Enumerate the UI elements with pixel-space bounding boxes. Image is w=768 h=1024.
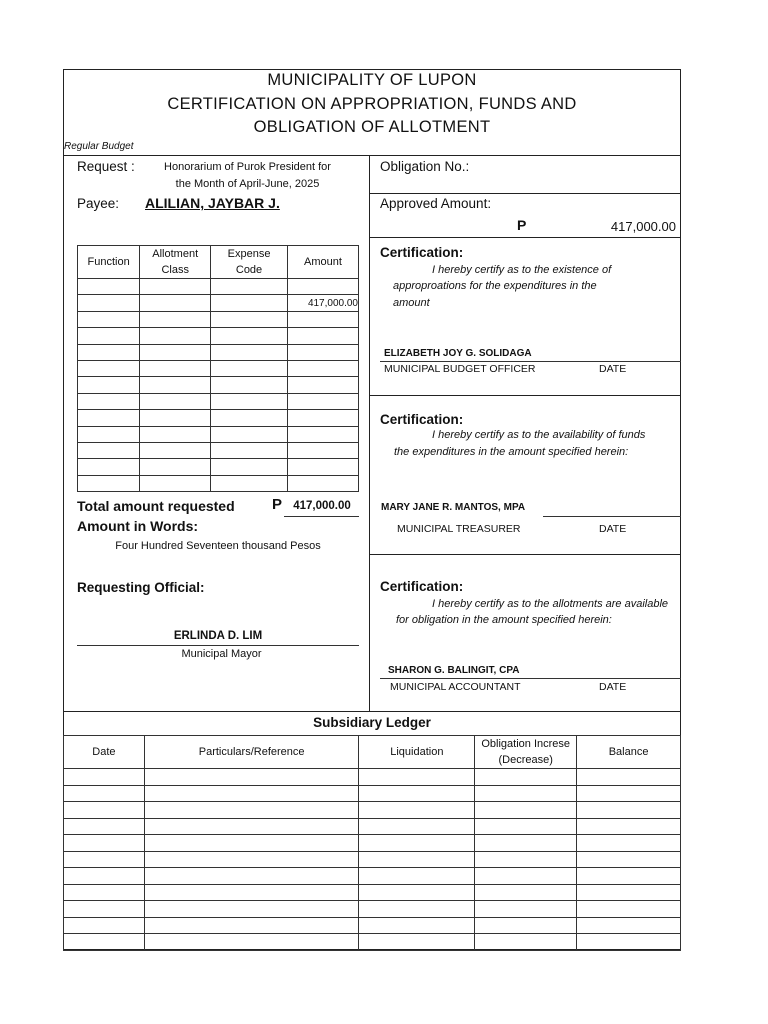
total-currency: P: [272, 496, 283, 513]
ledger-cell: [144, 769, 359, 786]
request-label: Request :: [77, 159, 135, 174]
allotment-cell: [211, 475, 288, 491]
cert3-signature-line: [380, 678, 681, 679]
allotment-cell: [211, 295, 288, 311]
allotment-cell: [211, 311, 288, 327]
allotment-cell: [78, 377, 140, 393]
ledger-cell: [144, 901, 359, 918]
allotment-cell: [287, 344, 358, 360]
ledger-cell: [475, 835, 577, 852]
ledger-top-divider: [63, 711, 681, 712]
ledger-cell: [144, 818, 359, 835]
allotment-cell: [211, 442, 288, 458]
table-row: [78, 279, 359, 295]
ledger-cell: [144, 868, 359, 885]
allotment-cell: [287, 279, 358, 295]
cert1-signatory-name: ELIZABETH JOY G. SOLIDAGA: [384, 348, 532, 359]
ledger-cell: [577, 884, 681, 901]
allotment-header-cell: Function: [78, 246, 140, 279]
cert3-date-label: DATE: [599, 681, 627, 693]
budget-type: Regular Budget: [64, 141, 134, 152]
table-row: [64, 802, 681, 819]
ledger-cell: [577, 917, 681, 934]
allotment-cell: [78, 360, 140, 376]
table-row: [64, 769, 681, 786]
center-divider: [369, 155, 370, 712]
requesting-official-name: ERLINDA D. LIM: [173, 630, 263, 642]
cert1-title: Certification:: [380, 245, 464, 260]
ledger-cell: [577, 802, 681, 819]
allotment-cell: [140, 295, 211, 311]
ledger-cell: [359, 818, 475, 835]
table-row: [78, 410, 359, 426]
requesting-official-label: Requesting Official:: [77, 580, 205, 595]
cert2-date-label: DATE: [599, 523, 627, 535]
allotment-cell: [140, 360, 211, 376]
allotment-cell: [211, 426, 288, 442]
total-underline: [284, 516, 359, 517]
obligation-number-label: Obligation No.:: [380, 159, 470, 174]
table-row: [78, 459, 359, 475]
allotment-cell: [287, 360, 358, 376]
table-row: [64, 851, 681, 868]
allotment-cell: [78, 328, 140, 344]
total-amount-label: Total amount requested: [77, 498, 235, 514]
cert3-signatory-position: MUNICIPAL ACCOUNTANT: [390, 681, 521, 693]
allotment-cell: [140, 344, 211, 360]
ledger-cell: [144, 884, 359, 901]
ledger-cell: [64, 769, 145, 786]
table-row: [64, 818, 681, 835]
cert2-title: Certification:: [380, 412, 464, 427]
allotment-cell: [140, 459, 211, 475]
allotment-cell: [287, 442, 358, 458]
table-row: [78, 377, 359, 393]
header-divider: [63, 155, 681, 156]
allotment-header-cell: Expense Code: [211, 246, 288, 279]
ledger-cell: [64, 868, 145, 885]
allotment-cell: [211, 344, 288, 360]
obligation-title: OBLIGATION OF ALLOTMENT: [253, 118, 491, 136]
ledger-cell: [64, 835, 145, 852]
requesting-official-position: Municipal Mayor: [181, 648, 262, 660]
ledger-header-cell: Obligation Increse (Decrease): [475, 736, 577, 769]
approved-divider: [369, 237, 681, 238]
ledger-cell: [577, 785, 681, 802]
ledger-cell: [475, 769, 577, 786]
approved-amount-label: Approved Amount:: [380, 196, 492, 211]
allotment-cell: [78, 426, 140, 442]
table-row: [64, 868, 681, 885]
table-row: [64, 934, 681, 951]
ledger-header-cell: Date: [64, 736, 145, 769]
cert3-signatory-name: SHARON G. BALINGIT, CPA: [388, 665, 520, 676]
allotment-cell: [78, 459, 140, 475]
cert1-line1: I hereby certify as to the existence of: [432, 264, 612, 276]
approved-amount-value: 417,000.00: [610, 219, 676, 234]
cert3-line1: I hereby certify as to the allotments are available: [432, 598, 669, 610]
cert2-divider: [369, 554, 681, 555]
ledger-cell: [359, 901, 475, 918]
allotment-cell: [287, 459, 358, 475]
allotment-cell: [140, 442, 211, 458]
allotment-cell: [211, 393, 288, 409]
allotment-cell: [78, 410, 140, 426]
ledger-cell: [64, 884, 145, 901]
ledger-cell: [475, 802, 577, 819]
requesting-signature-line: [77, 645, 359, 646]
table-row: [64, 901, 681, 918]
ledger-cell: [144, 934, 359, 951]
table-row: [78, 311, 359, 327]
cert2-signatory-name: MARY JANE R. MANTOS, MPA: [381, 502, 526, 513]
table-row: [78, 393, 359, 409]
ledger-cell: [144, 835, 359, 852]
ledger-cell: [359, 917, 475, 934]
ledger-cell: [475, 868, 577, 885]
allotment-cell: [287, 410, 358, 426]
ledger-cell: [577, 835, 681, 852]
ledger-cell: [475, 785, 577, 802]
ledger-cell: [577, 769, 681, 786]
cert2-line1: I hereby certify as to the availability of funds: [432, 429, 646, 441]
ledger-cell: [359, 884, 475, 901]
ledger-cell: [359, 802, 475, 819]
table-row: [78, 475, 359, 491]
ledger-table: [63, 735, 681, 951]
allotment-cell: [78, 475, 140, 491]
ledger-cell: [144, 917, 359, 934]
cert1-divider: [369, 395, 681, 396]
cert2-date-line: [543, 516, 681, 517]
allotment-cell: [140, 393, 211, 409]
allotment-cell: [140, 410, 211, 426]
ledger-cell: [144, 802, 359, 819]
allotment-cell: [78, 442, 140, 458]
allotment-cell: [78, 393, 140, 409]
ledger-cell: [144, 785, 359, 802]
ledger-title: Subsidiary Ledger: [313, 715, 431, 730]
ledger-cell: [475, 917, 577, 934]
total-amount-value: 417,000.00: [293, 500, 351, 512]
allotment-cell: [287, 377, 358, 393]
ledger-cell: [64, 901, 145, 918]
cert2-signatory-position: MUNICIPAL TREASURER: [397, 523, 521, 535]
cert1-line2: approproations for the expenditures in the: [393, 280, 597, 292]
allotment-cell: [78, 279, 140, 295]
allotment-cell: 417,000.00: [287, 295, 358, 311]
ledger-header-cell: Balance: [577, 736, 681, 769]
allotment-table: [77, 245, 359, 492]
allotment-cell: [287, 426, 358, 442]
table-row: [78, 426, 359, 442]
allotment-cell: [211, 360, 288, 376]
ledger-cell: [577, 851, 681, 868]
allotment-cell: [78, 311, 140, 327]
allotment-cell: [211, 279, 288, 295]
cert3-title: Certification:: [380, 579, 464, 594]
table-row: [78, 344, 359, 360]
allotment-cell: [140, 279, 211, 295]
ledger-cell: [64, 917, 145, 934]
ledger-cell: [64, 851, 145, 868]
ledger-cell: [64, 802, 145, 819]
cert1-signature-line: [380, 361, 681, 362]
ledger-cell: [475, 884, 577, 901]
allotment-cell: [140, 475, 211, 491]
cert2-line2: the expenditures in the amount specified herein:: [394, 446, 629, 458]
allotment-header-cell: Amount: [287, 246, 358, 279]
ledger-header-cell: Particulars/Reference: [144, 736, 359, 769]
ledger-cell: [475, 851, 577, 868]
ledger-cell: [359, 785, 475, 802]
allotment-cell: [140, 377, 211, 393]
ledger-cell: [359, 934, 475, 951]
ledger-cell: [64, 818, 145, 835]
allotment-cell: [287, 475, 358, 491]
ledger-header-cell: Liquidation: [359, 736, 475, 769]
ledger-cell: [577, 818, 681, 835]
table-row: [64, 785, 681, 802]
amount-in-words-value: Four Hundred Seventeen thousand Pesos: [115, 540, 321, 552]
certification-title: CERTIFICATION ON APPROPRIATION, FUNDS AND: [167, 95, 577, 113]
payee-label: Payee:: [77, 196, 120, 211]
allotment-cell: [140, 311, 211, 327]
allotment-cell: [211, 377, 288, 393]
table-row: [78, 295, 359, 311]
amount-in-words-label: Amount in Words:: [77, 518, 199, 534]
allotment-cell: [78, 295, 140, 311]
allotment-cell: [287, 328, 358, 344]
ledger-cell: [359, 868, 475, 885]
allotment-cell: [211, 410, 288, 426]
allotment-cell: [78, 344, 140, 360]
allotment-cell: [211, 459, 288, 475]
request-text-line1: Honorarium of Purok President for: [164, 161, 331, 173]
table-row: [64, 884, 681, 901]
obligation-divider: [369, 193, 681, 194]
ledger-cell: [475, 818, 577, 835]
allotment-cell: [287, 311, 358, 327]
ledger-cell: [64, 785, 145, 802]
allotment-cell: [140, 328, 211, 344]
ledger-cell: [577, 934, 681, 951]
table-row: [78, 442, 359, 458]
ledger-cell: [577, 901, 681, 918]
allotment-cell: [140, 426, 211, 442]
table-row: [78, 328, 359, 344]
cert1-date-label: DATE: [599, 363, 627, 375]
payee-name: ALILIAN, JAYBAR J.: [145, 195, 280, 211]
ledger-cell: [359, 851, 475, 868]
ledger-cell: [359, 835, 475, 852]
cert3-line2: for obligation in the amount specified herein:: [396, 614, 612, 626]
cert1-signatory-position: MUNICIPAL BUDGET OFFICER: [384, 363, 536, 375]
table-row: [64, 835, 681, 852]
table-row: [78, 360, 359, 376]
approved-currency: P: [517, 217, 527, 233]
municipality-title: MUNICIPALITY OF LUPON: [267, 71, 477, 89]
ledger-cell: [144, 851, 359, 868]
ledger-cell: [64, 934, 145, 951]
ledger-cell: [475, 934, 577, 951]
ledger-cell: [475, 901, 577, 918]
ledger-cell: [577, 868, 681, 885]
allotment-header-cell: Allotment Class: [140, 246, 211, 279]
ledger-header-row: [64, 736, 681, 769]
allotment-cell: [211, 328, 288, 344]
allotment-header-row: [78, 246, 359, 279]
cert1-line3: amount: [393, 297, 430, 309]
ledger-cell: [359, 769, 475, 786]
request-text-line2: the Month of April-June, 2025: [175, 178, 320, 190]
allotment-cell: [287, 393, 358, 409]
table-row: [64, 917, 681, 934]
